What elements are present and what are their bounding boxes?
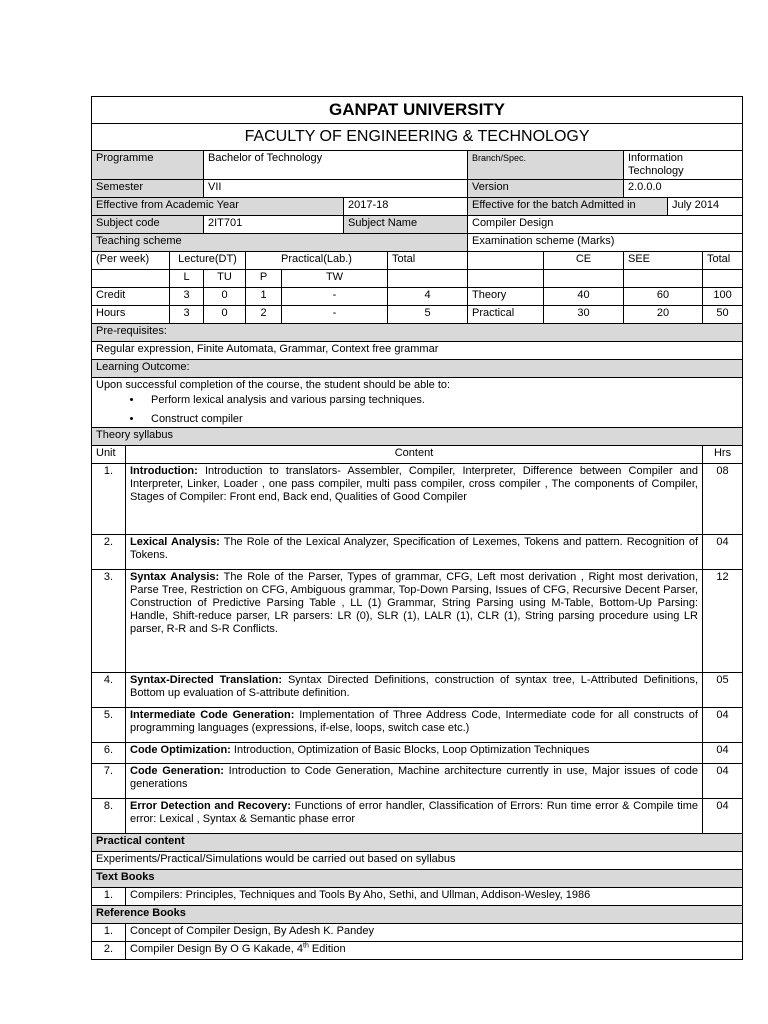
effective-batch-value: July 2014 xyxy=(668,198,743,216)
lecture-label: Lecture(DT) xyxy=(170,252,246,270)
outcome-item: • Perform lexical analysis and various parsing techniques. xyxy=(143,394,738,407)
unit-content xyxy=(126,799,703,834)
faculty-title: FACULTY OF ENGINEERING & TECHNOLOGY xyxy=(92,124,743,151)
semester-label: Semester xyxy=(92,180,204,198)
unit-title: Intermediate Code Generation: xyxy=(130,709,295,721)
unit-hours: 05 xyxy=(703,673,743,708)
teaching-scheme-label: Teaching scheme xyxy=(92,234,468,252)
outcome-cell xyxy=(92,378,743,428)
theory-syllabus-label: Theory syllabus xyxy=(92,428,743,446)
subject-code-value: 2IT701 xyxy=(204,216,344,234)
reference-book-entry xyxy=(126,942,743,960)
practical-content-label: Practical content xyxy=(92,834,743,852)
unit-text: Syntax Directed Definitions, construction of syntax tree, L-Attributed Definitions, Bottom up evaluation of S-attribute definition. xyxy=(130,674,698,699)
see-label: SEE xyxy=(624,252,703,270)
empty-cell xyxy=(388,270,468,288)
p-label: P xyxy=(246,270,282,288)
empty-cell xyxy=(624,270,703,288)
unit-content xyxy=(126,708,703,743)
unit-text: Implementation of Three Address Code, Intermediate code for all constructs of programming languages (expressions, if-else, loops, switch case etc.) xyxy=(130,709,698,734)
prereq-text: Regular expression, Finite Automata, Grammar, Context free grammar xyxy=(92,342,743,360)
theory-total: 100 xyxy=(703,288,743,306)
edition-superscript: th xyxy=(303,942,309,950)
credit-p: 1 xyxy=(246,288,282,306)
unit-content xyxy=(126,743,703,764)
practical-see: 20 xyxy=(624,306,703,324)
university-title: GANPAT UNIVERSITY xyxy=(92,97,743,124)
hours-label: Hours xyxy=(92,306,170,324)
teaching-total-label: Total xyxy=(388,252,468,270)
theory-see: 60 xyxy=(624,288,703,306)
unit-number: 8. xyxy=(92,799,126,834)
exam-scheme-label: Examination scheme (Marks) xyxy=(468,234,743,252)
practical-exam-label: Practical xyxy=(468,306,544,324)
unit-number: 2. xyxy=(92,535,126,570)
credit-tu: 0 xyxy=(204,288,246,306)
branch-label: Branch/Spec. xyxy=(468,151,624,180)
hours-l: 3 xyxy=(170,306,204,324)
unit-title: Code Generation: xyxy=(130,765,224,777)
outcome-list xyxy=(96,394,738,426)
unit-content xyxy=(126,673,703,708)
unit-hours: 04 xyxy=(703,764,743,799)
unit-hours: 04 xyxy=(703,743,743,764)
effective-year-value: 2017-18 xyxy=(344,198,468,216)
version-label: Version xyxy=(468,180,624,198)
unit-number: 7. xyxy=(92,764,126,799)
programme-label: Programme xyxy=(92,151,204,180)
syllabus-table xyxy=(91,96,743,960)
unit-hours: 08 xyxy=(703,464,743,535)
programme-value: Bachelor of Technology xyxy=(204,151,468,180)
credit-label: Credit xyxy=(92,288,170,306)
empty-cell xyxy=(703,270,743,288)
unit-number: 6. xyxy=(92,743,126,764)
unit-title: Error Detection and Recovery: xyxy=(130,800,291,812)
content-header: Content xyxy=(126,446,703,464)
credit-tw: - xyxy=(282,288,388,306)
unit-title: Lexical Analysis: xyxy=(130,536,220,548)
branch-value: Information Technology xyxy=(624,151,743,180)
outcome-intro: Upon successful completion of the course, the student should be able to: xyxy=(96,379,451,391)
outcome-item: • Construct compiler xyxy=(143,413,738,426)
unit-hours: 04 xyxy=(703,799,743,834)
unit-title: Syntax Analysis: xyxy=(130,571,220,583)
unit-title: Code Optimization: xyxy=(130,744,231,756)
unit-text: Introduction, Optimization of Basic Blocks, Loop Optimization Techniques xyxy=(233,744,590,756)
tu-label: TU xyxy=(204,270,246,288)
hours-tw: - xyxy=(282,306,388,324)
l-label: L xyxy=(170,270,204,288)
ce-label: CE xyxy=(544,252,624,270)
text-books-label: Text Books xyxy=(92,870,743,888)
text-book-number: 1. xyxy=(92,888,126,906)
unit-header: Unit xyxy=(92,446,126,464)
version-value: 2.0.0.0 xyxy=(624,180,743,198)
hours-tu: 0 xyxy=(204,306,246,324)
unit-hours: 04 xyxy=(703,708,743,743)
reference-book-number: 2. xyxy=(92,942,126,960)
semester-value: VII xyxy=(204,180,468,198)
unit-text: Functions of error handler, Classification of Errors: Run time error & Compile time error: Lexical , Syntax & Semantic phase error xyxy=(130,800,698,825)
unit-content xyxy=(126,764,703,799)
unit-text: The Role of the Parser, Types of grammar, CFG, Left most derivation , Right most derivation, Parse Tree, Restriction on CFG, Ambiguous grammar, Top-Down Parsing, Issues of CFG, Recursive Decent Parser, Construction of Predictive Parsing Table , LL (1) Grammar, String Parsing using M-Table, Bottom-Up Parsing: Handle, Shift-reduce parser, LR parsers: LR (0), SLR (1), LALR (1), CLR (1), String parsing procedure using LR parser, R-R and S-R Conflicts. xyxy=(130,571,698,635)
unit-title: Syntax-Directed Translation: xyxy=(130,674,283,686)
practical-total: 50 xyxy=(703,306,743,324)
prereq-label: Pre-requisites: xyxy=(92,324,743,342)
unit-number: 5. xyxy=(92,708,126,743)
theory-label: Theory xyxy=(468,288,544,306)
exam-empty-cell xyxy=(468,252,544,270)
unit-title: Introduction: xyxy=(130,465,198,477)
unit-number: 1. xyxy=(92,464,126,535)
unit-content xyxy=(126,535,703,570)
unit-content xyxy=(126,464,703,535)
effective-batch-label: Effective for the batch Admitted in xyxy=(468,198,668,216)
unit-hours: 04 xyxy=(703,535,743,570)
text-book-entry: Compilers: Principles, Techniques and Tools By Aho, Sethi, and Ullman, Addison-Wesley, 1986 xyxy=(126,888,743,906)
practical-ce: 30 xyxy=(544,306,624,324)
subject-name-value: Compiler Design xyxy=(468,216,743,234)
subject-code-label: Subject code xyxy=(92,216,204,234)
unit-text: The Role of the Lexical Analyzer, Specification of Lexemes, Tokens and pattern. Recognition of Tokens. xyxy=(130,536,699,561)
per-week-label: (Per week) xyxy=(92,252,170,270)
unit-text: Introduction to Code Generation, Machine architecture currently in use, Major issues of code generations xyxy=(130,765,698,790)
hours-p: 2 xyxy=(246,306,282,324)
hours-total: 5 xyxy=(388,306,468,324)
reference-book-number: 1. xyxy=(92,924,126,942)
theory-ce: 40 xyxy=(544,288,624,306)
practical-label: Practical(Lab.) xyxy=(246,252,388,270)
reference-book-suffix: Edition xyxy=(308,943,346,955)
hrs-header: Hrs xyxy=(703,446,743,464)
unit-content xyxy=(126,570,703,673)
reference-book-entry: Concept of Compiler Design, By Adesh K. Pandey xyxy=(126,924,743,942)
unit-number: 3. xyxy=(92,570,126,673)
outcome-label: Learning Outcome: xyxy=(92,360,743,378)
reference-books-label: Reference Books xyxy=(92,906,743,924)
tw-label: TW xyxy=(282,270,388,288)
exam-total-label: Total xyxy=(703,252,743,270)
subject-name-label: Subject Name xyxy=(344,216,468,234)
unit-number: 4. xyxy=(92,673,126,708)
reference-book-text: Compiler Design By O G Kakade, 4 xyxy=(130,943,304,955)
unit-text: Introduction to translators- Assembler, Compiler, Interpreter, Difference between Compiler and Interpreter, Linker, Loader , one pass compiler, multi pass compiler, cross compiler , The components of Compiler, Stages of Compiler: Front end, Back end, Qualities of Good Compiler xyxy=(130,465,698,503)
empty-cell xyxy=(544,270,624,288)
credit-l: 3 xyxy=(170,288,204,306)
empty-cell xyxy=(92,270,170,288)
unit-hours: 12 xyxy=(703,570,743,673)
empty-cell xyxy=(468,270,544,288)
credit-total: 4 xyxy=(388,288,468,306)
effective-year-label: Effective from Academic Year xyxy=(92,198,344,216)
practical-content-text: Experiments/Practical/Simulations would be carried out based on syllabus xyxy=(92,852,743,870)
